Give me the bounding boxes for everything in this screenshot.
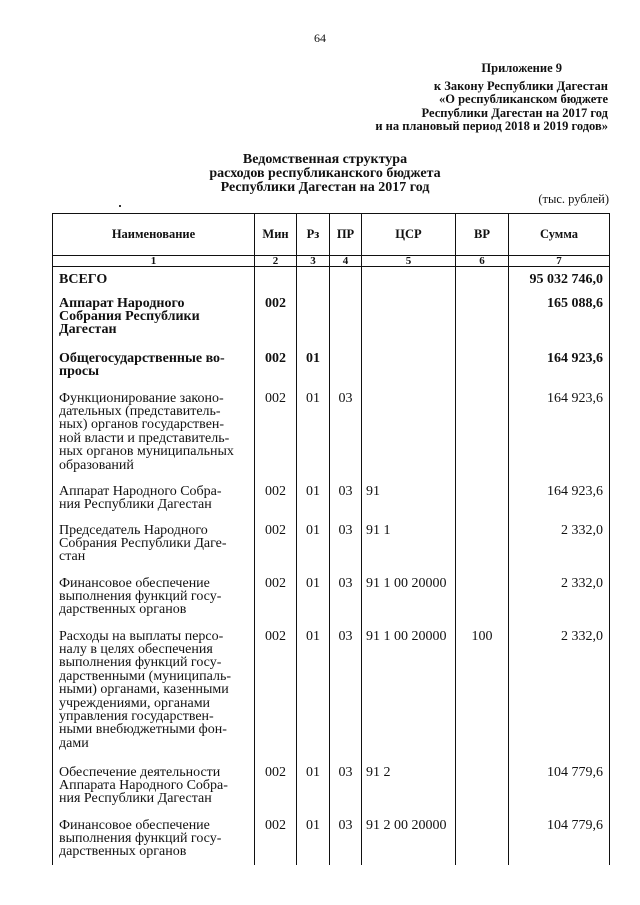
column-number: 1 (53, 256, 255, 267)
units-label: (тыс. рублей) (538, 192, 609, 206)
row-min: 002 (255, 624, 297, 760)
row-csr (362, 267, 456, 291)
page-number: 64 (314, 31, 326, 45)
row-name: Аппарат Народного Собра- ния Республики Дагестан (53, 479, 255, 518)
row-rz: 01 (297, 760, 330, 813)
row-name: Аппарат Народного Собрания Республики Дагестан (53, 291, 255, 346)
row-min: 002 (255, 346, 297, 386)
row-csr: 91 1 00 20000 (362, 571, 456, 624)
header-sum: Сумма (509, 214, 610, 256)
row-min: 002 (255, 518, 297, 571)
header-vr: ВР (456, 214, 509, 256)
document-heading (190, 153, 460, 195)
row-name: Общегосударственные во- просы (53, 346, 255, 386)
appendix-title: Приложение 9 (481, 61, 562, 75)
table-header-row (53, 214, 610, 256)
heading-line: расходов республиканского бюджета (209, 166, 441, 181)
row-min: 002 (255, 479, 297, 518)
row-csr: 91 1 00 20000 (362, 624, 456, 760)
row-rz (297, 291, 330, 346)
row-rz: 01 (297, 624, 330, 760)
row-pr: 03 (330, 571, 362, 624)
table-row (53, 386, 610, 479)
header-min: Мин (255, 214, 297, 256)
row-csr (362, 291, 456, 346)
row-csr: 91 1 (362, 518, 456, 571)
row-rz: 01 (297, 518, 330, 571)
row-csr (362, 386, 456, 479)
row-rz: 01 (297, 346, 330, 386)
row-rz: 01 (297, 386, 330, 479)
appendix-line: Республики Дагестан на 2017 год (421, 105, 608, 120)
row-vr (456, 760, 509, 813)
row-name: ВСЕГО (53, 267, 255, 291)
column-number: 3 (297, 256, 330, 267)
row-vr (456, 813, 509, 865)
row-vr (456, 518, 509, 571)
row-sum: 104 779,6 (509, 760, 610, 813)
row-name: Обеспечение деятельности Аппарата Народного Собра- ния Республики Дагестан (53, 760, 255, 813)
appendix-block (375, 62, 608, 134)
heading-line: Ведомственная структура (242, 152, 408, 167)
row-pr: 03 (330, 386, 362, 479)
row-vr (456, 267, 509, 291)
header-csr: ЦСР (362, 214, 456, 256)
row-pr: 03 (330, 813, 362, 865)
row-pr: 03 (330, 518, 362, 571)
row-vr (456, 571, 509, 624)
row-pr (330, 291, 362, 346)
row-csr: 91 2 00 20000 (362, 813, 456, 865)
row-sum: 164 923,6 (509, 386, 610, 479)
appendix-line: «О республиканском бюджете (439, 92, 608, 106)
table-row (53, 813, 610, 865)
column-number: 6 (456, 256, 509, 267)
expenditure-table (52, 213, 610, 865)
row-name: Функционирование законо- дательных (представитель- ных) органов государствен- ной власти и представитель- ных органов муниципальных образований (53, 386, 255, 479)
column-number-row (53, 256, 610, 267)
row-sum: 165 088,6 (509, 291, 610, 346)
row-rz: 01 (297, 571, 330, 624)
column-number: 7 (509, 256, 610, 267)
row-vr (456, 386, 509, 479)
row-sum: 164 923,6 (509, 346, 610, 386)
row-name: Финансовое обеспечение выполнения функций госу- дарственных органов (53, 571, 255, 624)
column-number: 2 (255, 256, 297, 267)
row-sum: 104 779,6 (509, 813, 610, 865)
table-row (53, 518, 610, 571)
appendix-line: и на плановый период 2018 и 2019 годов» (375, 119, 608, 133)
heading-line: Республики Дагестан на 2017 год (220, 180, 430, 195)
row-name: Финансовое обеспечение выполнения функций госу- дарственных органов (53, 813, 255, 865)
appendix-line: к Закону Республики Дагестан (433, 78, 608, 93)
row-pr (330, 346, 362, 386)
scan-speck (119, 205, 121, 207)
row-min: 002 (255, 571, 297, 624)
row-min: 002 (255, 760, 297, 813)
table-row (53, 760, 610, 813)
row-sum: 95 032 746,0 (509, 267, 610, 291)
table-row (53, 571, 610, 624)
row-rz: 01 (297, 813, 330, 865)
row-vr (456, 479, 509, 518)
table-row (53, 267, 610, 291)
row-pr: 03 (330, 479, 362, 518)
header-pr: ПР (330, 214, 362, 256)
header-rz: Рз (297, 214, 330, 256)
row-min: 002 (255, 813, 297, 865)
row-name: Председатель Народного Собрания Республики Даге- стан (53, 518, 255, 571)
table-row (53, 479, 610, 518)
row-csr: 91 2 (362, 760, 456, 813)
table-row (53, 291, 610, 346)
row-rz (297, 267, 330, 291)
row-pr (330, 267, 362, 291)
row-csr: 91 (362, 479, 456, 518)
row-pr: 03 (330, 760, 362, 813)
row-vr (456, 291, 509, 346)
table-row (53, 624, 610, 760)
row-name: Расходы на выплаты персо- налу в целях обеспечения выполнения функций госу- дарственными (муниципаль- ными) органами, казенными учреждениями, органами управления государствен- ными внебюджетными фон- дами (53, 624, 255, 760)
row-sum: 164 923,6 (509, 479, 610, 518)
row-sum: 2 332,0 (509, 518, 610, 571)
row-vr: 100 (456, 624, 509, 760)
column-number: 5 (362, 256, 456, 267)
row-rz: 01 (297, 479, 330, 518)
row-min: 002 (255, 386, 297, 479)
row-sum: 2 332,0 (509, 571, 610, 624)
row-vr (456, 346, 509, 386)
header-name: Наименование (53, 214, 255, 256)
row-pr: 03 (330, 624, 362, 760)
row-min: 002 (255, 291, 297, 346)
row-sum: 2 332,0 (509, 624, 610, 760)
table-row (53, 346, 610, 386)
row-csr (362, 346, 456, 386)
row-min (255, 267, 297, 291)
column-number: 4 (330, 256, 362, 267)
